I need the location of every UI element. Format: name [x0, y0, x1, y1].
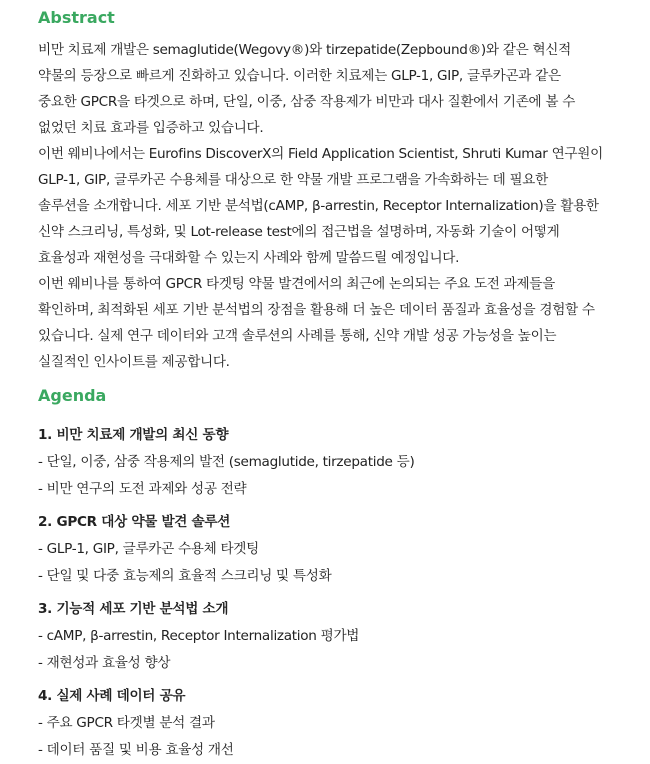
agenda-item: - 주요 GPCR 타겟별 분석 결과 [38, 715, 215, 731]
abstract-line: 약물의 등장으로 빠르게 진화하고 있습니다. 이러한 치료제는 GLP-1, GIP, 글루카곤과 같은 [38, 68, 561, 84]
abstract-line: 이번 웨비나에서는 Eurofins DiscoverX의 Field Application Scientist, Shruti Kumar 연구원이 [38, 146, 603, 162]
agenda-group [38, 596, 650, 677]
agenda-item: - 데이터 품질 및 비용 효율성 개선 [38, 742, 234, 758]
abstract-line: 없었던 치료 효과를 입증하고 있습니다. [38, 120, 264, 136]
agenda-group [38, 683, 650, 764]
agenda-item: - 재현성과 효율성 향상 [38, 655, 171, 671]
abstract-line: 있습니다. 실제 연구 데이터와 고객 솔루션의 사례를 통해, 신약 개발 성공 가능성을 높이는 [38, 328, 557, 344]
agenda-group-title: 2. GPCR 대상 약물 발견 솔루션 [38, 514, 231, 530]
agenda-item: - 단일, 이중, 삼중 작용제의 발전 (semaglutide, tirzepatide 등) [38, 454, 415, 470]
abstract-line: 중요한 GPCR을 타겟으로 하며, 단일, 이중, 삼중 작용제가 비만과 대사 질환에서 기존에 볼 수 [38, 94, 576, 110]
abstract-body [38, 37, 650, 375]
abstract-line: 신약 스크리닝, 특성화, 및 Lot-release test에의 접근법을 설명하며, 자동화 기술이 어떻게 [38, 224, 560, 240]
agenda-item: - cAMP, β-arrestin, Receptor Internalization 평가법 [38, 628, 360, 644]
agenda-group-title: 3. 기능적 세포 기반 분석법 소개 [38, 601, 229, 617]
abstract-line: 실질적인 인사이트를 제공합니다. [38, 354, 230, 370]
abstract-line: 솔루션을 소개합니다. 세포 기반 분석법(cAMP, β-arrestin, Receptor Internalization)을 활용한 [38, 198, 599, 214]
abstract-line: 비만 치료제 개발은 semaglutide(Wegovy®)와 tirzepatide(Zepbound®)와 같은 혁신적 [38, 42, 571, 58]
agenda-group-title: 4. 실제 사례 데이터 공유 [38, 688, 186, 704]
agenda-group [38, 422, 650, 503]
agenda-item: - GLP-1, GIP, 글루카곤 수용체 타겟팅 [38, 541, 259, 557]
agenda-item: - 단일 및 다중 효능제의 효율적 스크리닝 및 특성화 [38, 568, 332, 584]
agenda-group-title: 1. 비만 치료제 개발의 최신 동향 [38, 427, 229, 443]
agenda-heading: Agenda [38, 386, 107, 405]
abstract-heading: Abstract [38, 8, 115, 27]
agenda-group [38, 509, 650, 590]
abstract-line: GLP-1, GIP, 글루카곤 수용체를 대상으로 한 약물 개발 프로그램을 가속화하는 데 필요한 [38, 172, 548, 188]
abstract-line: 확인하며, 최적화된 세포 기반 분석법의 장점을 활용해 더 높은 데이터 품질과 효율성을 경험할 수 [38, 302, 595, 318]
agenda-item: - 비만 연구의 도전 과제와 성공 전략 [38, 481, 247, 497]
agenda-list [38, 422, 650, 764]
abstract-line: 효율성과 재현성을 극대화할 수 있는지 사례와 함께 말씀드릴 예정입니다. [38, 250, 460, 266]
abstract-line: 이번 웨비나를 통하여 GPCR 타겟팅 약물 발견에서의 최근에 논의되는 주요 도전 과제들을 [38, 276, 555, 292]
